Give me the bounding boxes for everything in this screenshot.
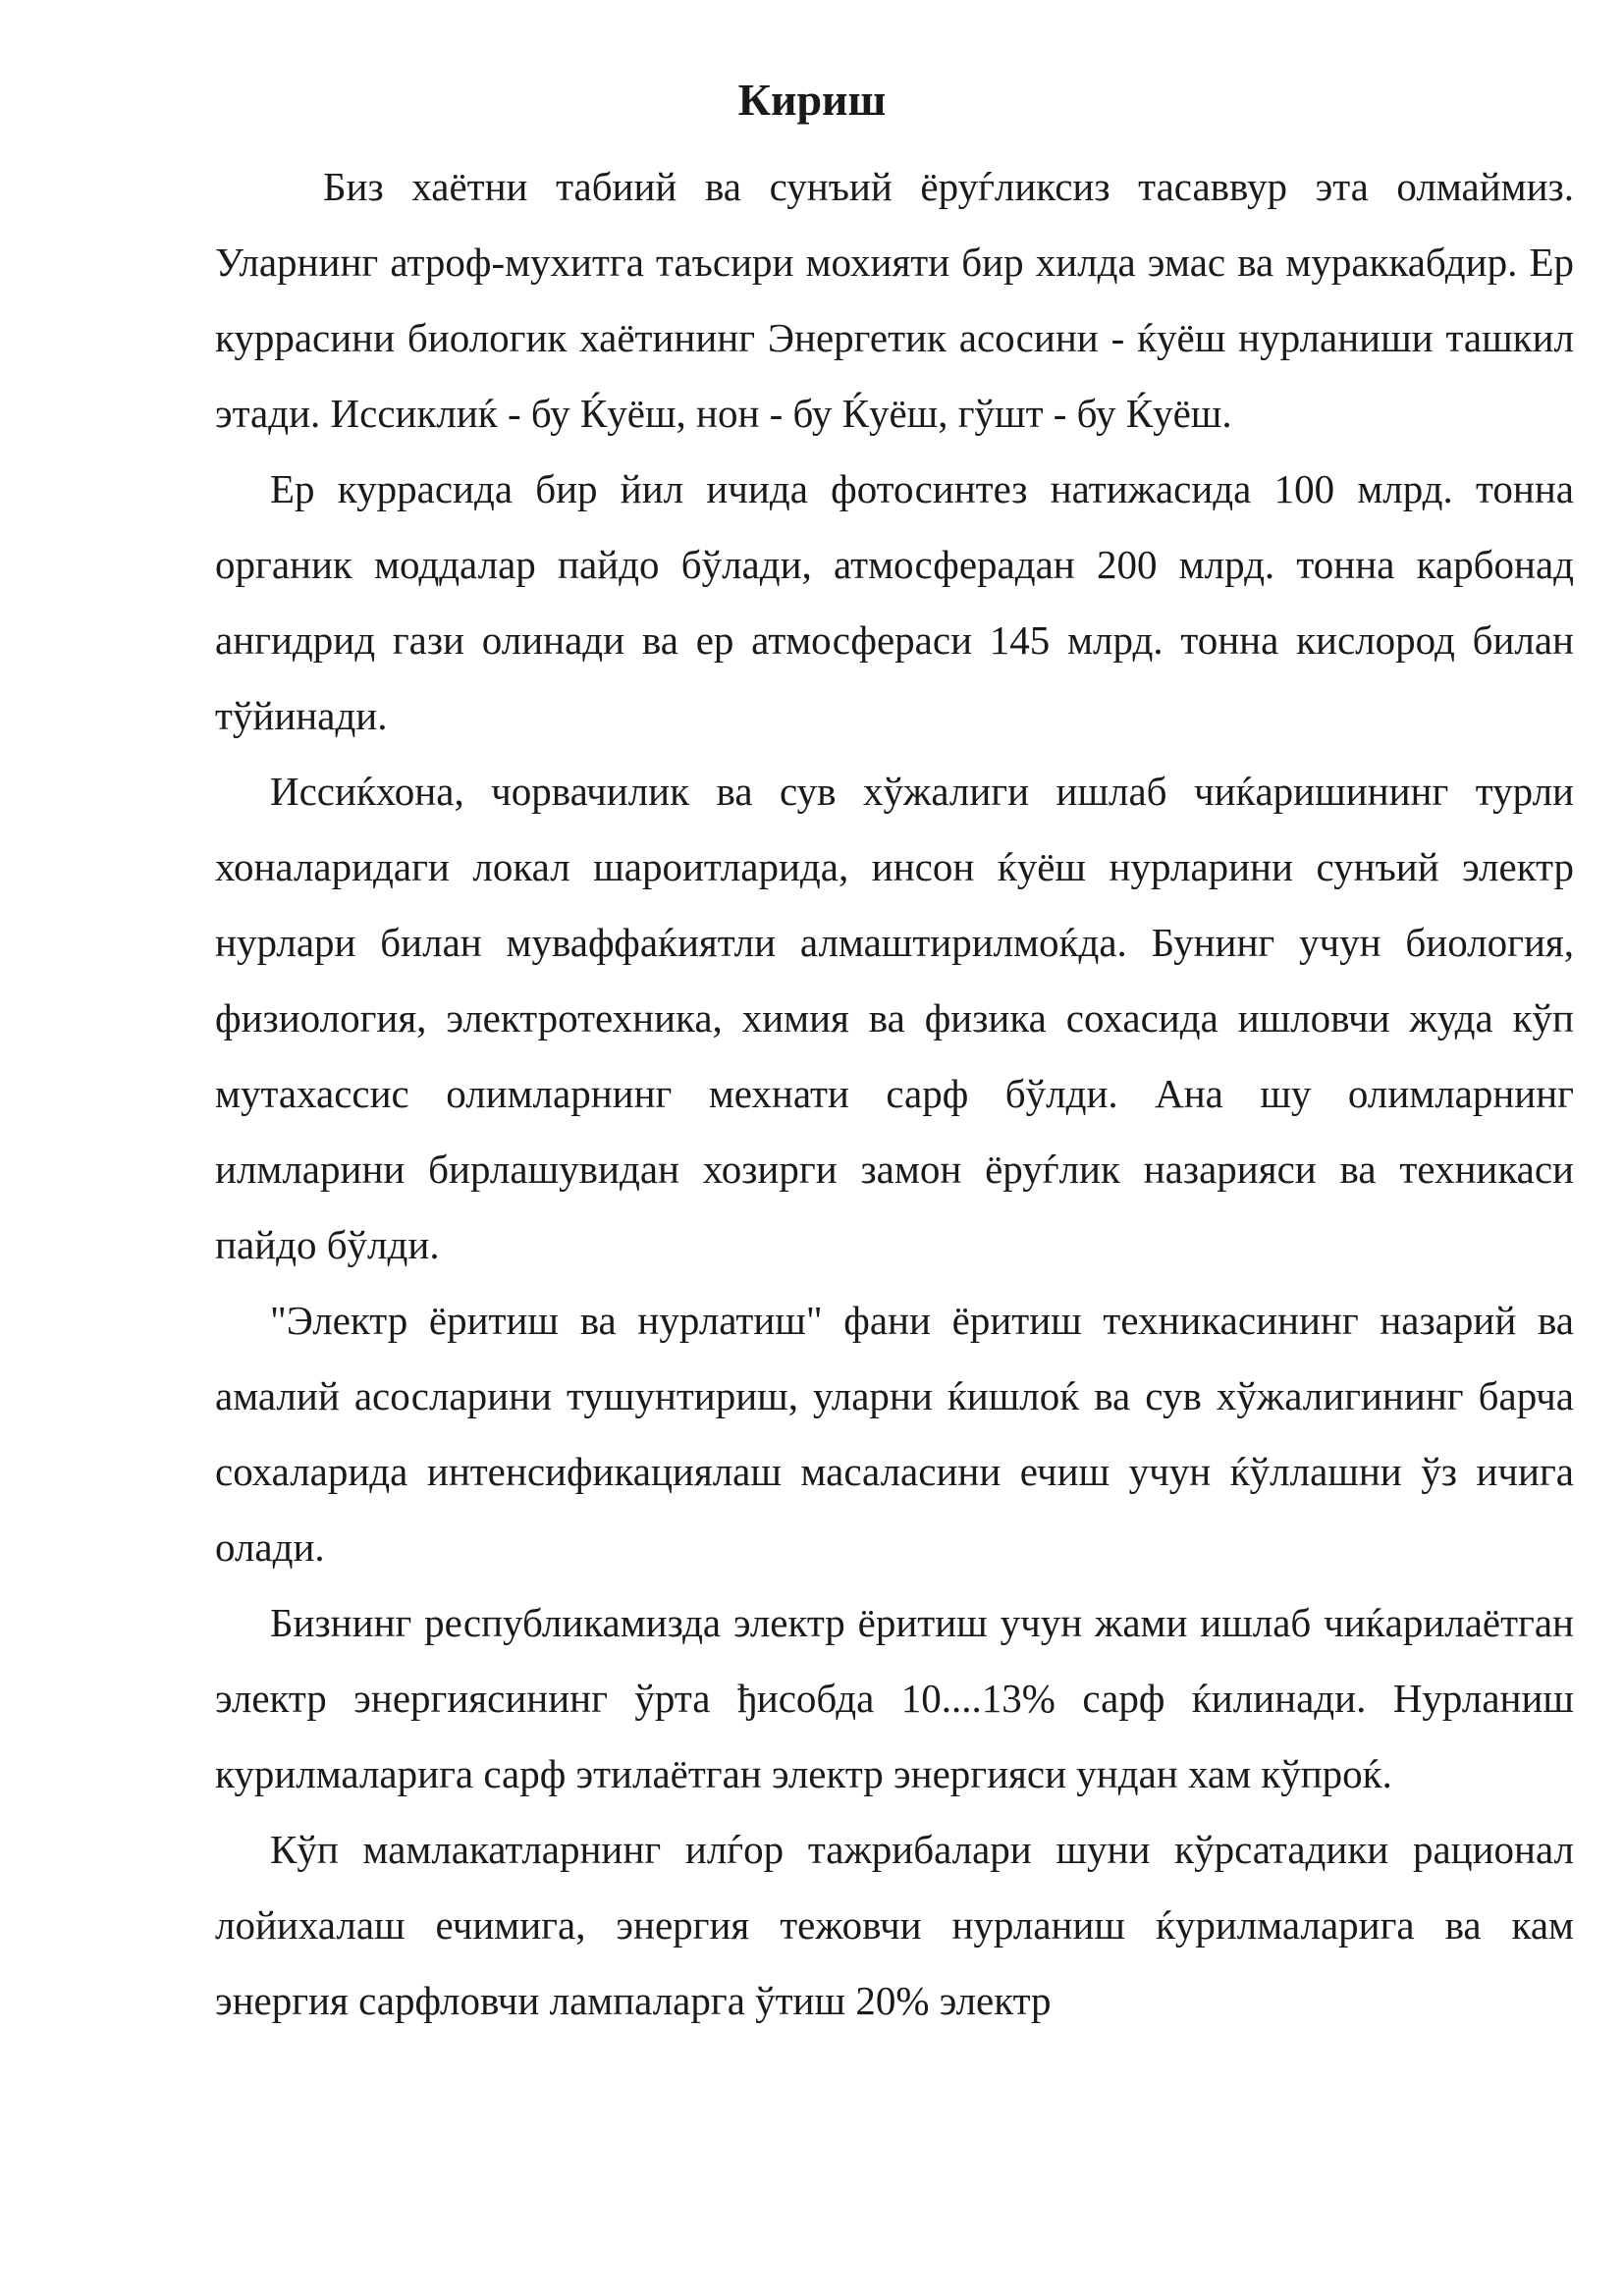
paragraph-4: "Электр ёритиш ва нурлатиш" фани ёритиш техникасининг назарий ва амалий асосларини тушунтириш, уларни ќишлоќ ва сув хўжалигининг барча сохаларида интенсификациялаш масаласини ечиш учун ќўллашни ўз ичига олади. [215, 1298, 1574, 1570]
paragraph-1: Биз хаётни табиий ва сунъий ёруѓликсиз тасаввур эта олмаймиз. Уларнинг атроф-мухитга таъсири мохияти бир хилда эмас ва мураккабдир. Ер куррасини биологик хаётининг Энергетик асосини - ќуёш нурланиши ташкил этади. Иссиклиќ - бу Ќуёш, нон - бу Ќуёш, гўшт - бу Ќуёш. [215, 164, 1574, 436]
page-title: Кириш [737, 75, 887, 125]
paragraph-2: Ер куррасида бир йил ичида фотосинтез натижасида 100 млрд. тонна органик моддалар пайдо бўлади, атмосферадан 200 млрд. тонна карбонад ангидрид гази олинади ва ер атмосфераси 145 млрд. тонна кислород билан тўйинади. [215, 466, 1574, 738]
paragraph-6: Кўп мамлакатларнинг илѓор тажрибалари шуни кўрсатадики рационал лойихалаш ечимига, энергия тежовчи нурланиш ќурилмаларига ва кам энергия сарфловчи лампаларга ўтиш 20% электр [215, 1827, 1574, 2023]
document-body [215, 149, 1574, 2039]
paragraph-3: Иссиќхона, чорвачилик ва сув хўжалиги ишлаб чиќаришининг турли хоналаридаги локал шароитларида, инсон ќуёш нурларини сунъий электр нурлари билан муваффаќиятли алмаштирилмоќда. Бунинг учун биология, физиология, электротехника, химия ва физика сохасида ишловчи жуда кўп мутахассис олимларнинг мехнати сарф бўлди. Ана шу олимларнинг илмларини бирлашувидан хозирги замон ёруѓлик назарияси ва техникаси пайдо бўлди. [215, 769, 1574, 1267]
paragraph-5: Бизнинг республикамизда электр ёритиш учун жами ишлаб чиќарилаётган электр энергиясининг ўрта ђисобда 10....13% сарф ќилинади. Нурланиш курилмаларига сарф этилаётган электр энергияси ундан хам кўпроќ. [215, 1600, 1574, 1796]
